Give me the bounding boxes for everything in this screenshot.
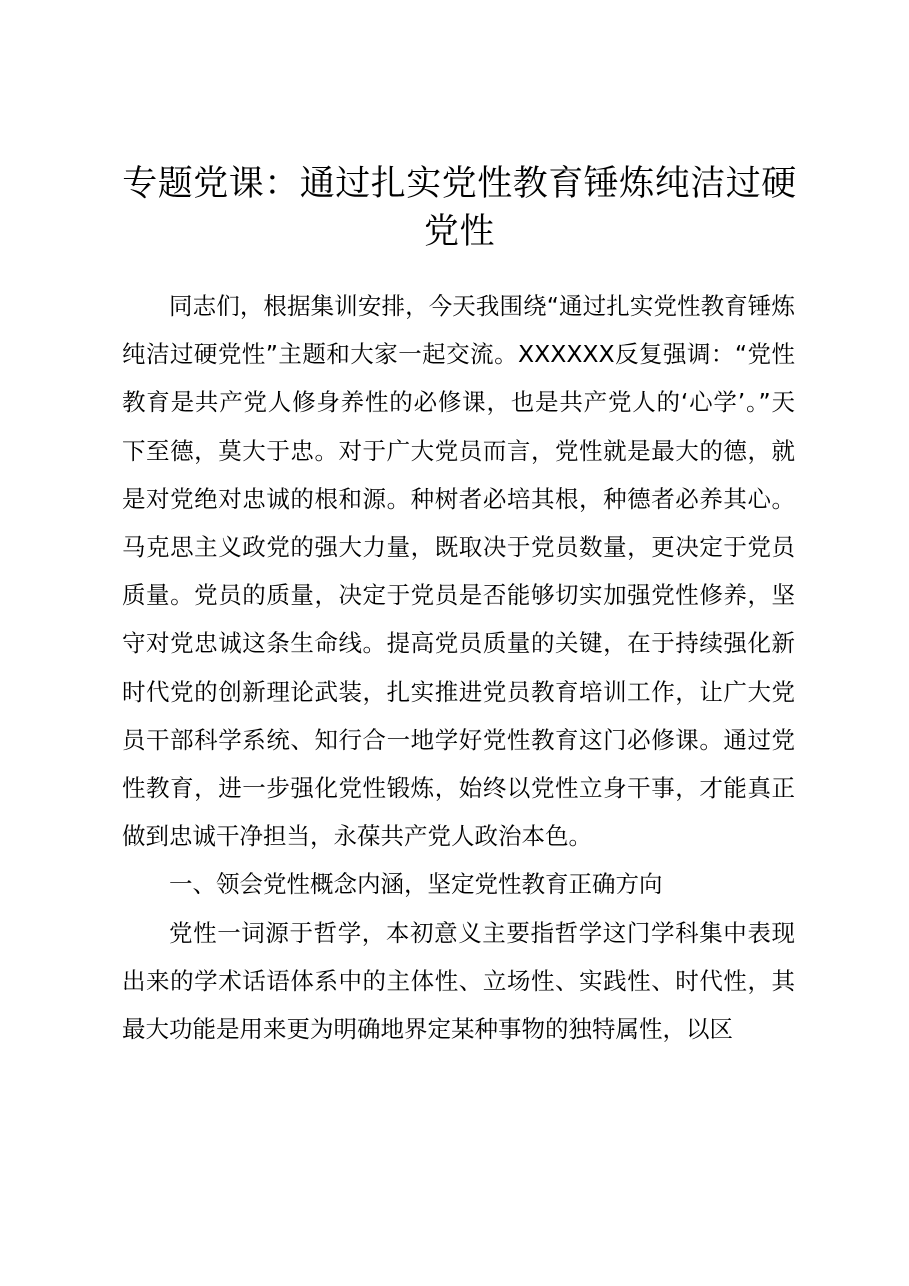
intro-paragraph: 同志们，根据集训安排，今天我围绕“通过扎实党性教育锤炼纯洁过硬党性”主题和大家一起交流。XXXXXX反复强调：“党性教育是共产党人修身养性的必修课，也是共产党人的‘心学’。”天下至德，莫大于忠。对于广大党员而言，党性就是最大的德，就是对党绝对忠诚的根和源。种树者必培其根，种德者必养其心。马克思主义政党的强大力量，既取决于党员数量，更决定于党员质量。党员的质量，决定于党员是否能够切实加强党性修养，坚守对党忠诚这条生命线。提高党员质量的关键，在于持续强化新时代党的创新理论武装，扎实推进党员教育培训工作，让广大党员干部科学系统、知行合一地学好党性教育这门必修课。通过党性教育，进一步强化党性锻炼，始终以党性立身干事，才能真正做到忠诚干净担当，永葆共产党人政治本色。 [122,292,795,851]
document-title: 专题党课：通过扎实党性教育锤炼纯洁过硬党性 [122,164,797,252]
section-heading: 一、领会党性概念内涵，坚定党性教育正确方向 [169,870,663,899]
document-body [122,282,795,1053]
section-paragraph: 党性一词源于哲学，本初意义主要指哲学这门学科集中表现出来的学术话语体系中的主体性、立场性、实践性、时代性，其最大功能是用来更为明确地界定某种事物的独特属性，以区 [122,918,795,1044]
